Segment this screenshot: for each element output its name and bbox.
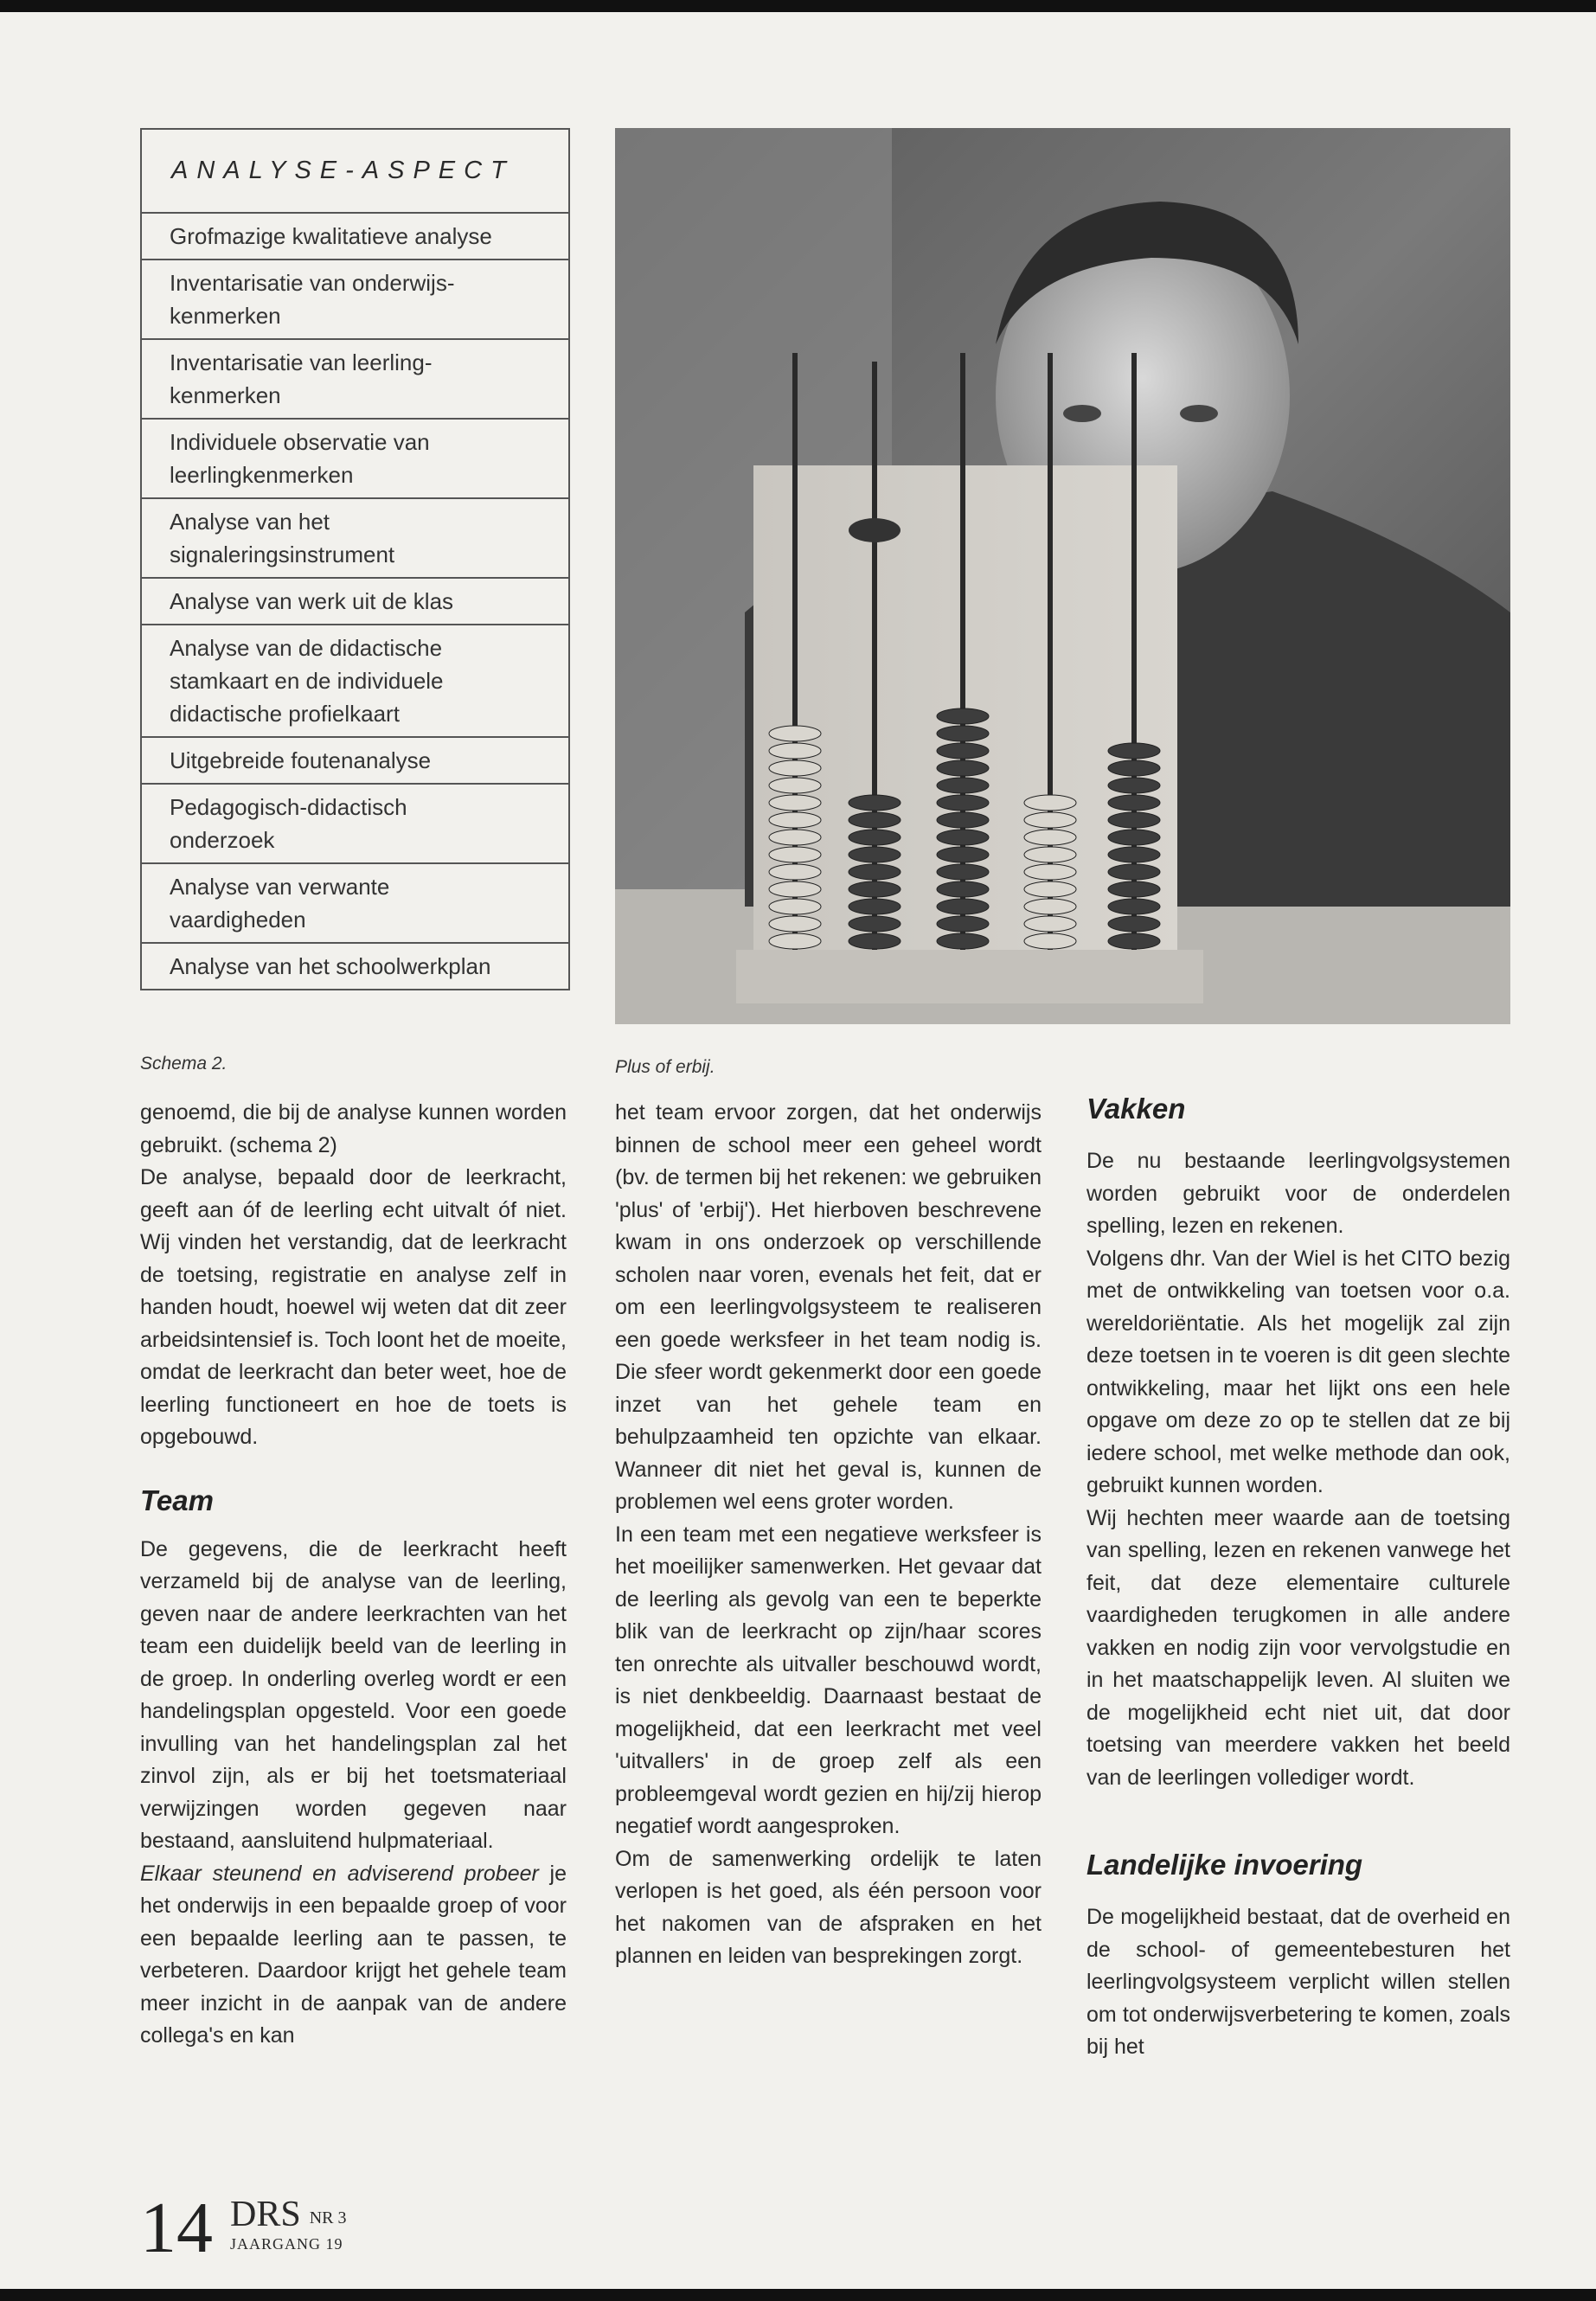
abacus-bead xyxy=(1024,864,1076,880)
schema-row xyxy=(142,418,568,497)
abacus-bead xyxy=(769,881,821,897)
abacus-bead xyxy=(849,518,901,542)
abacus-bead xyxy=(1108,933,1160,949)
abacus-bead xyxy=(937,916,989,932)
abacus-bead xyxy=(769,899,821,914)
abacus-bead xyxy=(1108,830,1160,845)
schema-row-line: Analyse van het schoolwerkplan xyxy=(170,953,491,979)
col1-paragraph-4 xyxy=(140,1858,567,2053)
schema-row xyxy=(142,577,568,624)
abacus-bead xyxy=(937,812,989,828)
schema-row-line: Pedagogisch-didactisch xyxy=(170,794,407,820)
abacus-bead xyxy=(1024,916,1076,932)
issue-number: NR 3 xyxy=(309,2208,347,2227)
top-rule xyxy=(0,0,1596,12)
abacus-bead xyxy=(769,916,821,932)
schema-table xyxy=(140,128,570,990)
abacus-bead xyxy=(769,847,821,862)
photo-caption: Plus of erbij. xyxy=(615,1057,715,1077)
schema-row-line: kenmerken xyxy=(170,303,281,329)
schema-row-line: vaardigheden xyxy=(170,907,306,933)
abacus-bead xyxy=(937,899,989,914)
heading-landelijke-invoering: Landelijke invoering xyxy=(1086,1849,1363,1881)
abacus-bead xyxy=(1108,864,1160,880)
page-number: 14 xyxy=(140,2188,213,2268)
abacus-bead xyxy=(849,830,901,845)
abacus-bead xyxy=(937,830,989,845)
abacus-bead xyxy=(849,881,901,897)
column-2 xyxy=(615,1097,1042,1973)
col1-paragraph-2: De analyse, bepaald door de leerkracht, geeft aan óf de leerling echt uitvalt óf niet. Wij vinden het verstandig, dat de leerkracht de toetsing, registratie en analyse zelf in handen houdt, hoewel wij weten dat dit zeer arbeidsintensief is. Toch loont het de moeite, omdat de leerkracht dan beter weet, hoe de leerling functioneert en hoe de toets is opgebouwd. xyxy=(140,1165,567,1449)
schema-row-line: onderzoek xyxy=(170,827,275,853)
schema-row-line: Individuele observatie van xyxy=(170,429,430,455)
abacus-bead xyxy=(849,812,901,828)
abacus-bead xyxy=(937,708,989,724)
abacus-bead xyxy=(937,760,989,776)
abacus-bead xyxy=(937,778,989,793)
abacus-bead xyxy=(1108,847,1160,862)
heading-vakken: Vakken xyxy=(1086,1093,1186,1125)
abacus-bead xyxy=(1024,933,1076,949)
schema-row-line: Analyse van werk uit de klas xyxy=(170,588,454,614)
page-footer xyxy=(140,2188,347,2268)
abacus-bead xyxy=(1108,899,1160,914)
abacus-bead xyxy=(769,933,821,949)
abacus-bead xyxy=(1024,795,1076,811)
abacus-bead xyxy=(1108,881,1160,897)
col3-paragraph-1: De nu bestaande leerlingvolgsystemen worden gebruikt voor de onderdelen spelling, lezen en rekenen. xyxy=(1086,1149,1510,1238)
abacus-bead xyxy=(937,726,989,741)
schema-row-line: kenmerken xyxy=(170,382,281,408)
schema-row-line: Grofmazige kwalitatieve analyse xyxy=(170,223,492,249)
abacus-bead xyxy=(769,778,821,793)
abacus-bead xyxy=(1024,812,1076,828)
schema-header: ANALYSE-ASPECT xyxy=(142,130,568,214)
abacus-bead xyxy=(1024,847,1076,862)
schema-caption: Schema 2. xyxy=(140,1054,228,1074)
col3-paragraph-4: De mogelijkheid bestaat, dat de overheid en de school- of gemeentebesturen het leerlingvolgsysteem verplicht willen stellen om tot onderwijsverbetering te komen, zoals bij het xyxy=(1086,1905,1510,2059)
abacus-photo xyxy=(615,128,1510,1024)
abacus-bead xyxy=(769,726,821,741)
schema-row xyxy=(142,624,568,736)
col1-paragraph-4-text: je het onderwijs in een bepaalde groep of voor een bepaalde leerling aan te passen, te verbeteren. Daardoor krijgt het gehele team meer inzicht in de aanpak van de andere collega's en kan xyxy=(140,1861,567,2048)
abacus-bead xyxy=(849,916,901,932)
col1-paragraph-1: genoemd, die bij de analyse kunnen worden gebruikt. (schema 2) xyxy=(140,1100,567,1157)
schema-row-line: Analyse van het xyxy=(170,509,330,535)
col1-paragraph-3: De gegevens, die de leerkracht heeft verzameld bij de analyse van de leerling, geven naar de andere leerkrachten van het team een duidelijk beeld van de leerling in de groep. In onderling overleg wordt er een handelingsplan opgesteld. Voor een goede invulling van het handelingsplan zal het zinvol zijn, als er bij het toetsmateriaal verwijzingen worden gegeven naar bestaand, aansluitend hulpmateriaal. xyxy=(140,1536,567,1853)
abacus-bead xyxy=(937,864,989,880)
col2-paragraph-1: het team ervoor zorgen, dat het onderwijs binnen de school meer een geheel wordt (bv. de termen bij het rekenen: we gebruiken 'plus' of 'erbij'). Het hierboven beschrevene kwam in ons onderzoek op verschillende scholen naar voren, evenals het feit, dat er om een leerlingvolgsysteem te realiseren een goede werksfeer in het team nodig is. Die sfeer wordt gekenmerkt door een goede inzet van het gehele team en behulpzaamheid ten opzichte van elkaar. Wanneer dit niet het geval is, kunnen de problemen wel eens groter worden. xyxy=(615,1100,1042,1514)
schema-row-line: signaleringsinstrument xyxy=(170,542,395,567)
abacus-bead xyxy=(937,881,989,897)
schema-row-line: Analyse van de didactische xyxy=(170,635,443,661)
abacus-bead xyxy=(769,795,821,811)
schema-row xyxy=(142,497,568,577)
abacus-bead xyxy=(769,760,821,776)
abacus-bead xyxy=(1108,760,1160,776)
abacus-bead xyxy=(849,847,901,862)
abacus-bead xyxy=(937,743,989,759)
schema-row-line: Analyse van verwante xyxy=(170,874,390,900)
abacus-bead xyxy=(1108,743,1160,759)
schema-row xyxy=(142,942,568,989)
abacus-bead xyxy=(849,899,901,914)
schema-rows xyxy=(142,214,568,989)
schema-row xyxy=(142,338,568,418)
abacus-bead xyxy=(1108,812,1160,828)
column-1 xyxy=(140,1097,567,2053)
abacus-bead xyxy=(1024,899,1076,914)
abacus-bead xyxy=(937,933,989,949)
schema-row xyxy=(142,736,568,783)
schema-row-line: stamkaart en de individuele xyxy=(170,668,444,694)
abacus-bead xyxy=(1024,830,1076,845)
abacus-bead xyxy=(849,864,901,880)
schema-row-line: didactische profielkaart xyxy=(170,701,400,727)
col1-emphasis: Elkaar steunend en adviserend probeer xyxy=(140,1861,539,1886)
abacus-bead xyxy=(849,933,901,949)
col3-paragraph-3: Wij hechten meer waarde aan de toetsing van spelling, lezen en rekenen vanwege het feit, dat deze elementaire culturele vaardigheden terugkomen in alle andere vakken en nodig zijn voor vervolgstudie en in het maatschappelijk leven. Al sluiten we de mogelijkheid echt niet uit, dat door toetsing van meerdere vakken het beeld van de leerlingen vollediger wordt. xyxy=(1086,1505,1510,1790)
schema-row xyxy=(142,783,568,862)
abacus-bead xyxy=(769,743,821,759)
abacus-bead xyxy=(1108,795,1160,811)
abacus-bead xyxy=(1108,778,1160,793)
heading-team: Team xyxy=(140,1484,214,1516)
schema-row xyxy=(142,862,568,942)
magazine-mark xyxy=(230,2195,347,2253)
abacus-bead xyxy=(849,795,901,811)
bottom-rule xyxy=(0,2289,1596,2301)
column-3 xyxy=(1086,1092,1510,2064)
abacus-bead xyxy=(1024,881,1076,897)
abacus-bead xyxy=(769,812,821,828)
col2-paragraph-3: Om de samenwerking ordelijk te laten verlopen is het goed, als één persoon voor het nakomen van de afspraken en het plannen en leiden van besprekingen zorgt. xyxy=(615,1846,1042,1968)
schema-row-line: Inventarisatie van leerling- xyxy=(170,349,433,375)
schema-row xyxy=(142,214,568,259)
abacus-bead xyxy=(937,795,989,811)
schema-row xyxy=(142,259,568,338)
schema-row-line: Uitgebreide foutenanalyse xyxy=(170,747,432,773)
schema-row-line: Inventarisatie van onderwijs- xyxy=(170,270,455,296)
abacus-bead xyxy=(937,847,989,862)
abacus-bead xyxy=(1108,916,1160,932)
abacus-bead xyxy=(769,864,821,880)
magazine-name: DRS xyxy=(230,2195,301,2234)
col2-paragraph-2: In een team met een negatieve werksfeer is het moeilijker samenwerken. Het gevaar dat de leerling als gevolg van een te beperkte blik van de leerkracht op zijn/haar scores ten onrechte als uitvaller beschouwd wordt, is niet denkbeeldig. Daarnaast bestaat de mogelijkheid, dat een leerkracht met veel 'uitvallers' in de groep zelf als een probleemgeval wordt gezien en hij/zij hierop negatief wordt aangesproken. xyxy=(615,1522,1042,1838)
volume-label: JAARGANG 19 xyxy=(230,2235,343,2253)
schema-row-line: leerlingkenmerken xyxy=(170,462,354,488)
abacus-bead xyxy=(769,830,821,845)
col3-paragraph-2: Volgens dhr. Van der Wiel is het CITO bezig met de ontwikkeling van toetsen voor o.a. wereldoriëntatie. Als het mogelijk zal zijn deze toetsen in te voeren is dit geen slechte ontwikkeling, maar het lijkt ons een hele opgave om deze zo op te stellen dat ze bij iedere school, met welke methode dan ook, gebruikt kunnen worden. xyxy=(1086,1246,1510,1497)
